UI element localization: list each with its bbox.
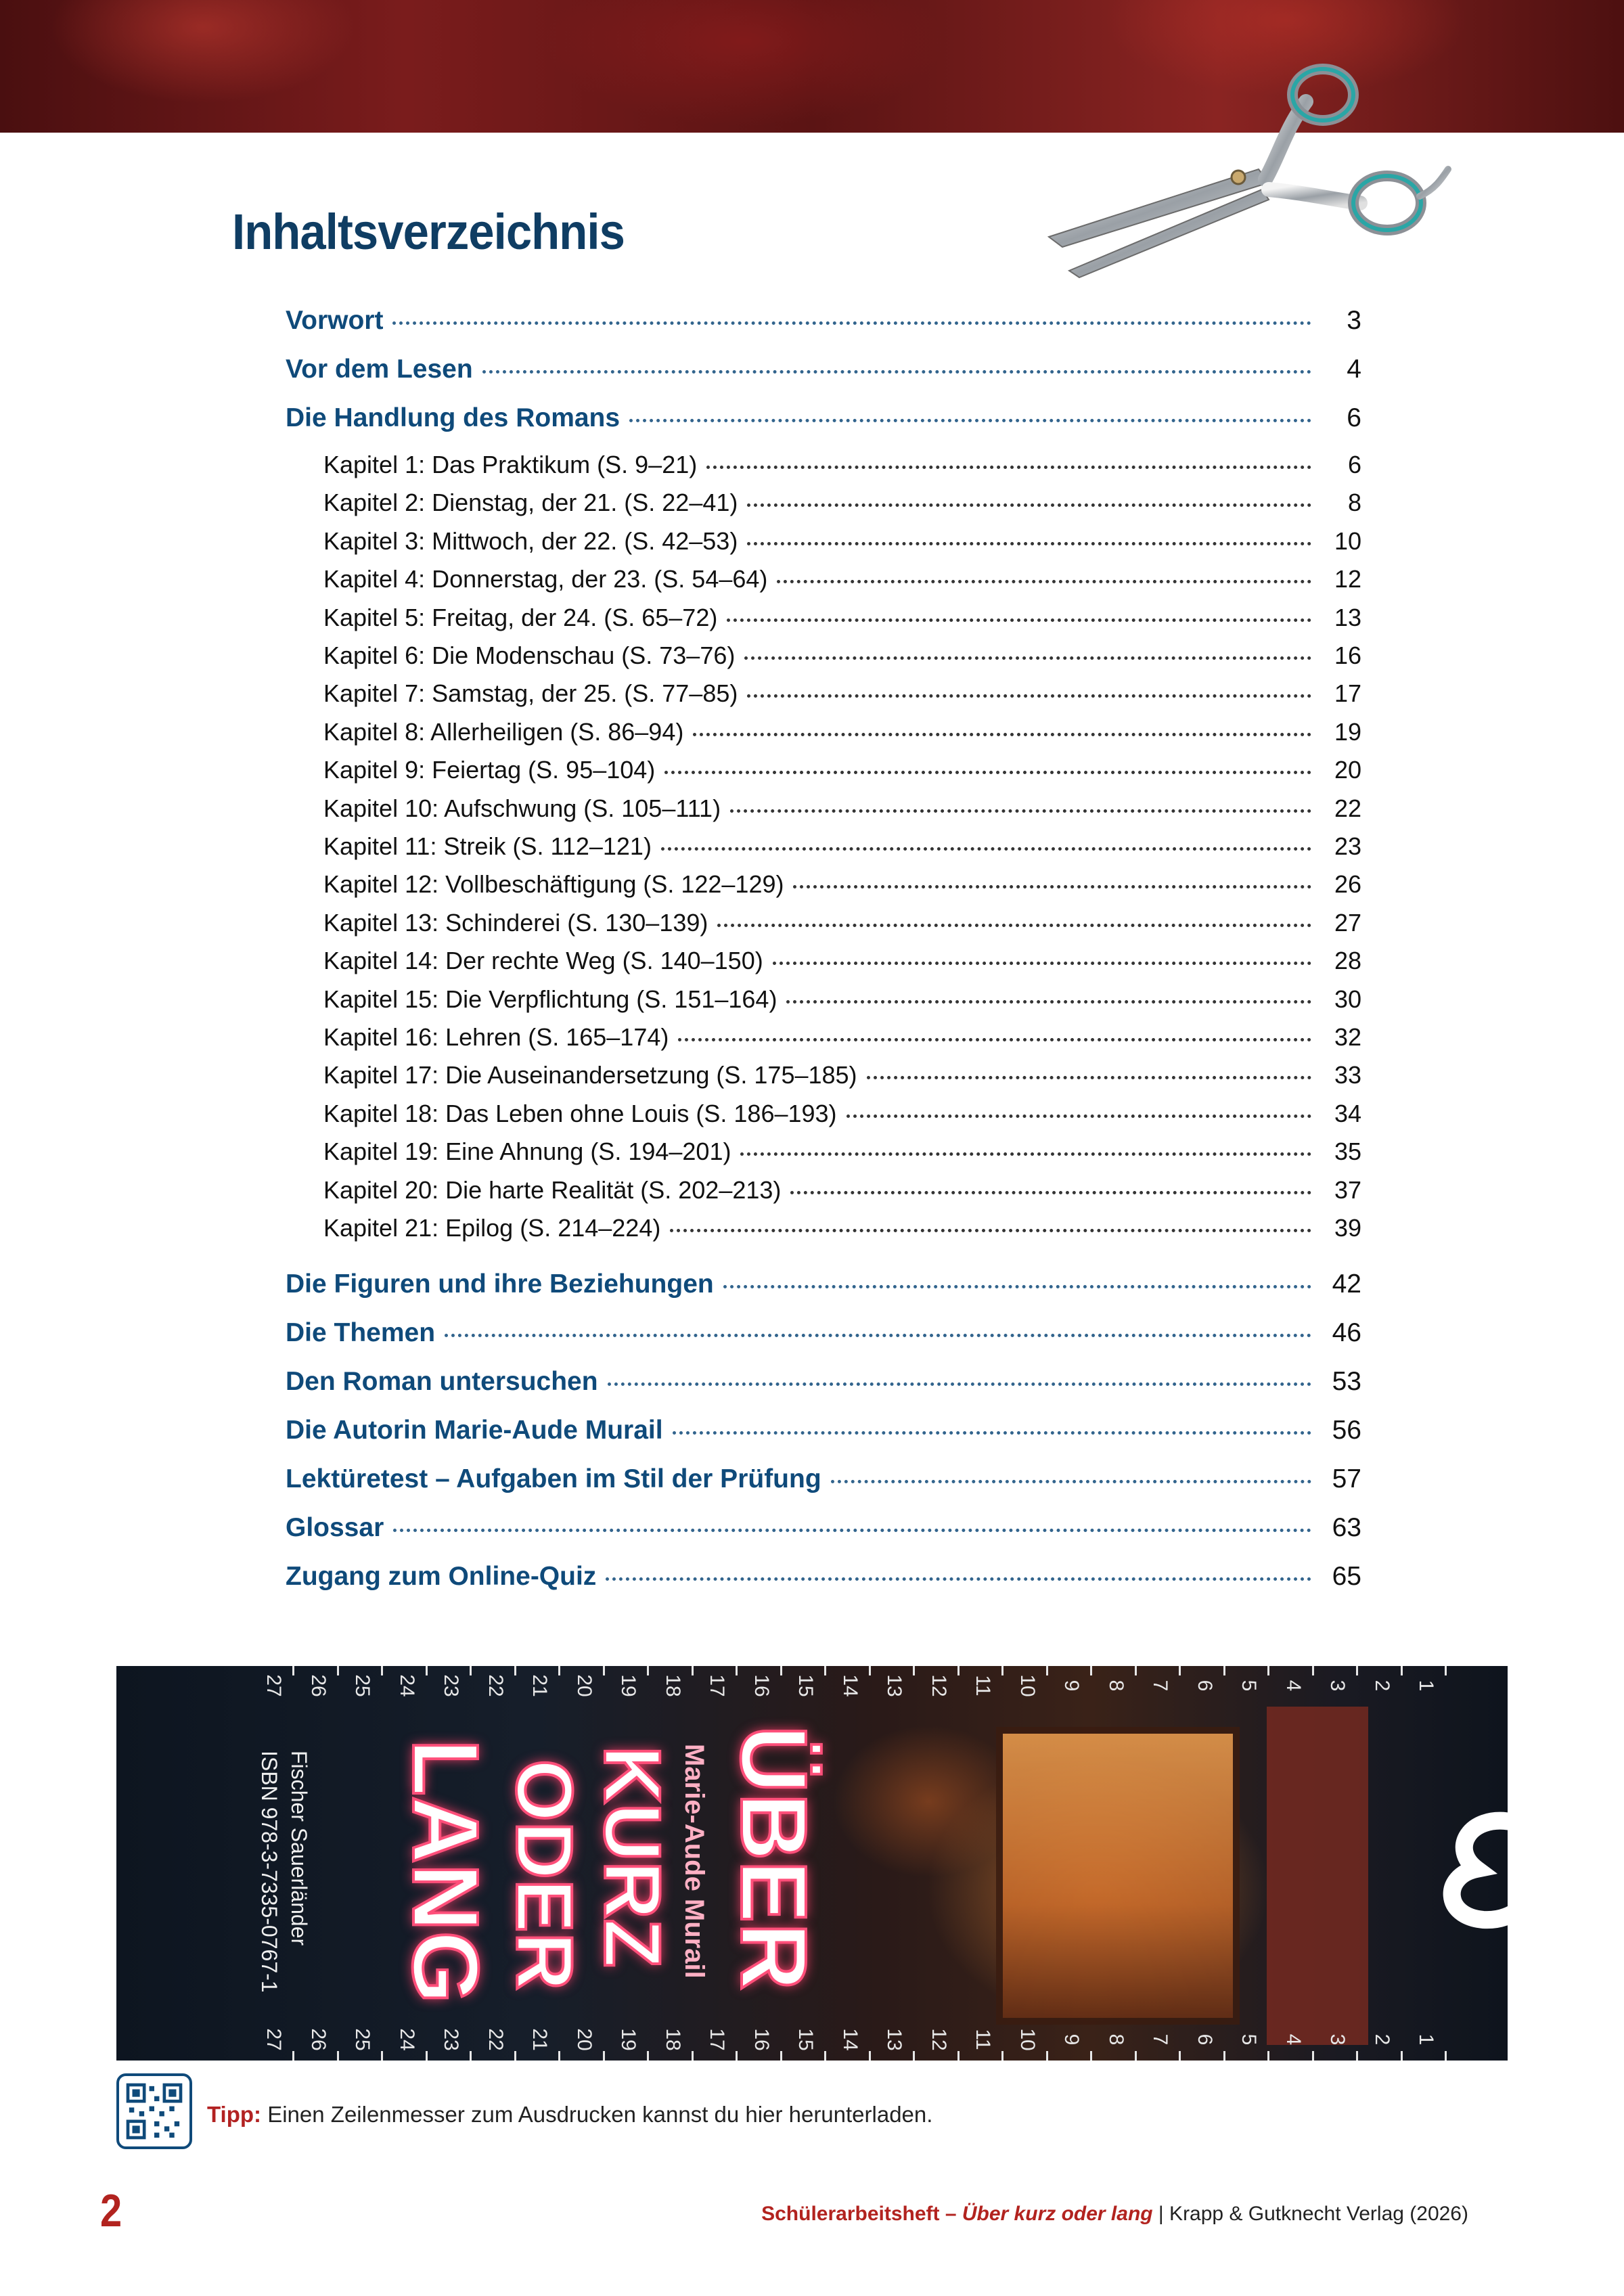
ruler-tick — [1267, 2051, 1269, 2061]
toc-entry-page: 53 — [1332, 1367, 1361, 1396]
ruler-tick — [381, 1666, 383, 1675]
ruler-tick — [1312, 1666, 1314, 1675]
page-number: 2 — [100, 2185, 122, 2236]
dot-leader — [670, 1229, 1311, 1232]
ruler-number: 7 — [1149, 2033, 1171, 2046]
ruler-number: 6 — [1193, 1680, 1216, 1692]
toc-entry-label: Kapitel 12: Vollbeschäftigung (S. 122–129) — [323, 870, 784, 899]
toc-chapter — [323, 1023, 1361, 1052]
bookmark-title-line-1: ÜBER — [721, 1726, 826, 1991]
ruler-tick — [692, 1666, 694, 1675]
publisher-logo-icon — [1429, 1808, 1508, 1930]
toc-entry-page: 32 — [1334, 1023, 1361, 1051]
toc-chapter — [323, 909, 1361, 937]
ruler-tick — [1401, 1666, 1403, 1675]
toc-chapter — [323, 565, 1361, 593]
ruler-number: 25 — [351, 1674, 374, 1697]
ruler-number: 19 — [617, 1674, 639, 1697]
ruler-tick — [1267, 1666, 1269, 1675]
toc-entry-page: 56 — [1332, 1416, 1361, 1445]
dot-leader — [747, 694, 1311, 698]
dot-leader — [847, 1115, 1311, 1118]
toc-chapter — [323, 1176, 1361, 1205]
qr-code-icon[interactable] — [116, 2073, 192, 2149]
ruler-tick — [426, 2051, 428, 2061]
ruler-number: 20 — [572, 1674, 595, 1697]
toc-section — [286, 1416, 1361, 1445]
toc-entry-page: 30 — [1334, 985, 1361, 1013]
toc-chapter — [323, 718, 1361, 746]
toc-entry-label: Den Roman untersuchen — [286, 1367, 598, 1396]
toc-entry-label: Vor dem Lesen — [286, 355, 473, 384]
ruler-number: 14 — [838, 1674, 861, 1697]
ruler-number: 18 — [661, 1674, 684, 1697]
ruler-number: 27 — [263, 2028, 285, 2051]
toc-entry-label: Kapitel 5: Freitag, der 24. (S. 65–72) — [323, 603, 718, 631]
tip-note — [207, 2102, 932, 2128]
ruler-number: 24 — [395, 1674, 418, 1697]
dot-leader — [445, 1334, 1311, 1337]
ruler-tick — [1001, 2051, 1003, 2061]
ruler-number: 8 — [1104, 2033, 1127, 2046]
toc-entry-page: 19 — [1334, 717, 1361, 746]
ruler-number: 16 — [750, 2028, 773, 2051]
toc-entry-label: Kapitel 21: Epilog (S. 214–224) — [323, 1214, 661, 1242]
ruler-tick — [957, 1666, 960, 1675]
ruler-tick — [1312, 2051, 1314, 2061]
ruler-tick — [1001, 1666, 1003, 1675]
ruler-number: 12 — [927, 2028, 950, 2051]
dot-leader — [786, 1000, 1311, 1004]
dot-leader — [673, 1431, 1311, 1435]
toc-entry-label: Glossar — [286, 1513, 384, 1542]
toc-entry-page: 8 — [1347, 489, 1361, 517]
ruler-number: 21 — [528, 2028, 551, 2051]
ruler-number: 9 — [1060, 2033, 1083, 2046]
toc-entry-page: 23 — [1334, 832, 1361, 860]
toc-chapter — [323, 679, 1361, 708]
ruler-tick — [1356, 2051, 1358, 2061]
toc-entry-label: Kapitel 9: Feiertag (S. 95–104) — [323, 756, 656, 784]
dot-leader — [664, 771, 1311, 774]
ruler-tick — [1046, 1666, 1048, 1675]
dot-leader — [793, 885, 1311, 888]
ruler-number: 22 — [484, 1674, 507, 1697]
toc-entry-label: Kapitel 14: Der rechte Weg (S. 140–150) — [323, 947, 763, 975]
ruler-tick — [514, 1666, 516, 1675]
ruler-tick — [780, 2051, 782, 2061]
toc-chapter — [323, 451, 1361, 479]
dot-leader — [482, 370, 1311, 374]
toc-section — [286, 355, 1361, 384]
ruler-number: 26 — [307, 2028, 330, 2051]
ruler-tick — [1090, 2051, 1092, 2061]
footer-publisher: | Krapp & Gutknecht Verlag (2026) — [1152, 2203, 1468, 2225]
ruler-number: 15 — [794, 2028, 817, 2051]
ruler-tick — [692, 2051, 694, 2061]
ruler-number: 7 — [1149, 1680, 1171, 1692]
toc-entry-page: 10 — [1334, 526, 1361, 555]
dot-leader — [392, 321, 1311, 325]
dot-leader — [606, 1577, 1311, 1581]
toc-section — [286, 1562, 1361, 1592]
dot-leader — [723, 1285, 1311, 1288]
dot-leader — [747, 542, 1311, 545]
ruler-number: 9 — [1060, 1680, 1083, 1692]
toc-section — [286, 1318, 1361, 1348]
ruler-number: 25 — [351, 2028, 374, 2051]
toc-entry-label: Vorwort — [286, 306, 384, 335]
ruler-tick — [292, 2051, 294, 2061]
toc-section — [286, 1464, 1361, 1494]
ruler-tick — [470, 1666, 472, 1675]
ruler-tick — [1223, 2051, 1225, 2061]
toc-entry-label: Kapitel 7: Samstag, der 25. (S. 77–85) — [323, 679, 738, 708]
toc-entry-page: 27 — [1334, 908, 1361, 937]
ruler-tick — [647, 2051, 649, 2061]
dot-leader — [730, 809, 1311, 813]
ruler-number: 18 — [661, 2028, 684, 2051]
salon-window — [996, 1727, 1240, 2025]
ruler-tick — [603, 2051, 605, 2061]
dot-leader — [717, 924, 1311, 927]
ruler-number: 11 — [972, 2029, 994, 2050]
ruler-tick — [1401, 2051, 1403, 2061]
toc-entry-page: 35 — [1334, 1138, 1361, 1166]
toc-entry-label: Kapitel 19: Eine Ahnung (S. 194–201) — [323, 1138, 731, 1166]
toc-entry-label: Kapitel 18: Das Leben ohne Louis (S. 186–193) — [323, 1099, 837, 1127]
ruler-number: 26 — [307, 1674, 330, 1697]
ruler-tick — [514, 2051, 516, 2061]
toc-entry-page: 13 — [1334, 603, 1361, 631]
ruler-tick — [1445, 2051, 1447, 2061]
toc-entry-label: Kapitel 15: Die Verpflichtung (S. 151–164) — [323, 985, 777, 1013]
ruler-tick — [470, 2051, 472, 2061]
tip-label: Tipp: — [207, 2102, 262, 2127]
toc-entry-label: Die Themen — [286, 1318, 436, 1347]
toc-entry-page: 16 — [1334, 641, 1361, 669]
ruler-tick — [1223, 1666, 1225, 1675]
toc-chapter — [323, 641, 1361, 670]
bookmark-title-line-4: LANG — [393, 1739, 497, 2004]
bookmark-title-line-3: ODER — [499, 1759, 589, 1990]
ruler-tick — [292, 1666, 294, 1675]
ruler-tick — [1179, 1666, 1181, 1675]
toc-entry-label: Die Autorin Marie-Aude Murail — [286, 1416, 663, 1445]
toc-entry-label: Die Figuren und ihre Beziehungen — [286, 1269, 714, 1299]
ruler-number: 17 — [706, 1674, 728, 1697]
ruler-bottom — [116, 2020, 1508, 2061]
ruler-number: 8 — [1104, 1680, 1127, 1692]
toc-entry-label: Kapitel 16: Lehren (S. 165–174) — [323, 1023, 669, 1051]
toc-entry-page: 46 — [1332, 1318, 1361, 1347]
toc-entry-page: 20 — [1334, 756, 1361, 784]
ruler-number: 16 — [750, 1674, 773, 1697]
dot-leader — [773, 962, 1311, 965]
toc-entry-label: Kapitel 2: Dienstag, der 21. (S. 22–41) — [323, 489, 738, 517]
ruler-tick — [1179, 2051, 1181, 2061]
ruler-number: 13 — [883, 1674, 905, 1697]
ruler-tick — [913, 2051, 915, 2061]
toc-chapter — [323, 794, 1361, 823]
dot-leader — [727, 618, 1311, 622]
toc-chapter — [323, 1138, 1361, 1166]
tip-text: Einen Zeilenmesser zum Ausdrucken kannst du hier herunterladen. — [261, 2102, 933, 2127]
ruler-number: 20 — [572, 2028, 595, 2051]
ruler-tick — [869, 1666, 871, 1675]
toc-entry-page: 34 — [1334, 1099, 1361, 1127]
toc-entry-label: Kapitel 3: Mittwoch, der 22. (S. 42–53) — [323, 526, 738, 555]
ruler-number: 5 — [1238, 1680, 1260, 1692]
toc-entry-page: 4 — [1347, 355, 1361, 384]
ruler-number: 3 — [1326, 1680, 1349, 1692]
dot-leader — [867, 1076, 1311, 1079]
ruler-number: 22 — [484, 2028, 507, 2051]
ruler-number: 24 — [395, 2028, 418, 2051]
toc-chapter — [323, 870, 1361, 899]
footer-book-title: Über kurz oder lang — [962, 2203, 1153, 2225]
ruler-number: 10 — [1016, 2028, 1039, 2051]
ruler-tick — [337, 2051, 339, 2061]
bookmark-author: Marie-Aude Murail — [679, 1744, 709, 1979]
ruler-number: 2 — [1370, 2033, 1393, 2046]
dot-leader — [608, 1382, 1311, 1386]
toc-section — [286, 1513, 1361, 1543]
ruler-number: 1 — [1415, 2033, 1437, 2046]
ruler-number: 3 — [1326, 2033, 1349, 2046]
toc-entry-label: Kapitel 8: Allerheiligen (S. 86–94) — [323, 717, 684, 746]
toc-entry-page: 33 — [1334, 1061, 1361, 1089]
ruler-number: 21 — [528, 1674, 551, 1697]
toc-entry-label: Kapitel 1: Das Praktikum (S. 9–21) — [323, 451, 698, 478]
toc-chapter — [323, 1214, 1361, 1242]
toc-chapter — [323, 1061, 1361, 1089]
ruler-tick — [780, 1666, 782, 1675]
dot-leader — [744, 656, 1311, 660]
toc-entry-page: 57 — [1332, 1464, 1361, 1493]
dot-leader — [747, 503, 1311, 507]
toc-chapter — [323, 604, 1361, 632]
dot-leader — [661, 847, 1311, 851]
ruler-top — [116, 1666, 1508, 1707]
ruler-tick — [337, 1666, 339, 1675]
toc-chapter — [323, 985, 1361, 1014]
ruler-tick — [1356, 1666, 1358, 1675]
bookmark-isbn: ISBN 978-3-7335-0767-1 — [257, 1751, 281, 1993]
dot-leader — [629, 419, 1311, 422]
ruler-number: 27 — [263, 1674, 285, 1697]
page-title: Inhaltsverzeichnis — [232, 204, 625, 260]
toc-entry-page: 12 — [1334, 565, 1361, 593]
ruler-tick — [647, 1666, 649, 1675]
toc-entry-label: Lektüretest – Aufgaben im Stil der Prüfung — [286, 1464, 821, 1493]
ruler-tick — [957, 2051, 960, 2061]
ruler-number: 14 — [838, 2028, 861, 2051]
ruler-tick — [426, 1666, 428, 1675]
bookmark-title-line-2: KURZ — [587, 1746, 677, 1968]
toc-entry-page: 22 — [1334, 794, 1361, 822]
ruler-tick — [558, 1666, 560, 1675]
line-ruler-bookmark — [116, 1666, 1508, 2061]
ruler-tick — [1135, 2051, 1137, 2061]
toc-section — [286, 306, 1361, 336]
toc-entry-page: 63 — [1332, 1513, 1361, 1542]
toc-chapter — [323, 527, 1361, 556]
toc-section — [286, 1367, 1361, 1397]
toc-entry-label: Kapitel 11: Streik (S. 112–121) — [323, 832, 652, 860]
ruler-tick — [603, 1666, 605, 1675]
ruler-tick — [381, 2051, 383, 2061]
ruler-tick — [1046, 2051, 1048, 2061]
ruler-tick — [1090, 1666, 1092, 1675]
ruler-tick — [558, 2051, 560, 2061]
ruler-tick — [824, 1666, 826, 1675]
toc-entry-label: Kapitel 6: Die Modenschau (S. 73–76) — [323, 641, 736, 669]
toc-entry-page: 6 — [1347, 403, 1361, 432]
ruler-number: 10 — [1016, 1674, 1039, 1697]
ruler-number: 15 — [794, 1674, 817, 1697]
ruler-number: 1 — [1415, 1680, 1437, 1692]
ruler-tick — [736, 1666, 738, 1675]
toc-entry-page: 39 — [1334, 1214, 1361, 1242]
ruler-number: 2 — [1370, 1680, 1393, 1692]
toc-entry-label: Zugang zum Online-Quiz — [286, 1562, 597, 1591]
dot-leader — [706, 466, 1311, 469]
dot-leader — [777, 580, 1311, 583]
ruler-number: 13 — [883, 2028, 905, 2051]
toc-chapter — [323, 756, 1361, 784]
toc-entry-page: 65 — [1332, 1562, 1361, 1591]
toc-entry-page: 17 — [1334, 679, 1361, 708]
ruler-number: 5 — [1238, 2033, 1260, 2046]
toc-section — [286, 1269, 1361, 1299]
footer-series: Schülerarbeitsheft – — [761, 2203, 962, 2225]
ruler-tick — [824, 2051, 826, 2061]
bookmark-publisher: Fischer Sauerländer — [287, 1751, 311, 1946]
ruler-number: 19 — [617, 2028, 639, 2051]
ruler-tick — [1445, 1666, 1447, 1675]
toc-entry-label: Kapitel 4: Donnerstag, der 23. (S. 54–64) — [323, 565, 768, 593]
dot-leader — [678, 1038, 1311, 1041]
toc-entry-page: 28 — [1334, 947, 1361, 975]
ruler-number: 4 — [1282, 1680, 1305, 1692]
ruler-number: 12 — [927, 1674, 950, 1697]
ruler-tick — [736, 2051, 738, 2061]
dot-leader — [693, 733, 1311, 736]
toc-chapter — [323, 947, 1361, 975]
toc-chapter — [323, 832, 1361, 861]
ruler-number: 4 — [1282, 2033, 1305, 2046]
ruler-number: 6 — [1193, 2033, 1216, 2046]
toc-chapter — [323, 489, 1361, 517]
dot-leader — [740, 1152, 1311, 1156]
ruler-tick — [869, 2051, 871, 2061]
toc-entry-label: Kapitel 20: Die harte Realität (S. 202–213) — [323, 1175, 782, 1204]
dot-leader — [790, 1191, 1311, 1194]
ruler-tick — [913, 1666, 915, 1675]
ruler-number: 23 — [440, 1674, 462, 1697]
toc-section — [286, 403, 1361, 433]
toc-entry-label: Kapitel 13: Schinderei (S. 130–139) — [323, 908, 708, 937]
footer — [761, 2203, 1468, 2226]
toc-entry-page: 42 — [1332, 1269, 1361, 1299]
toc-entry-label: Kapitel 10: Aufschwung (S. 105–111) — [323, 794, 721, 822]
toc-entry-label: Kapitel 17: Die Auseinandersetzung (S. 175–185) — [323, 1061, 857, 1089]
ruler-number: 11 — [972, 1675, 994, 1696]
ruler-number: 17 — [706, 2028, 728, 2051]
dot-leader — [393, 1529, 1311, 1532]
salon-awning — [1267, 1707, 1368, 2045]
toc-entry-page: 6 — [1347, 451, 1361, 478]
ruler-number: 23 — [440, 2028, 462, 2051]
toc-entry-page: 3 — [1347, 306, 1361, 335]
ruler-tick — [1135, 1666, 1137, 1675]
toc-chapter — [323, 1100, 1361, 1128]
toc-entry-page: 26 — [1334, 870, 1361, 899]
toc-entry-label: Die Handlung des Romans — [286, 403, 621, 432]
dot-leader — [831, 1480, 1311, 1483]
toc-entry-page: 37 — [1334, 1175, 1361, 1204]
